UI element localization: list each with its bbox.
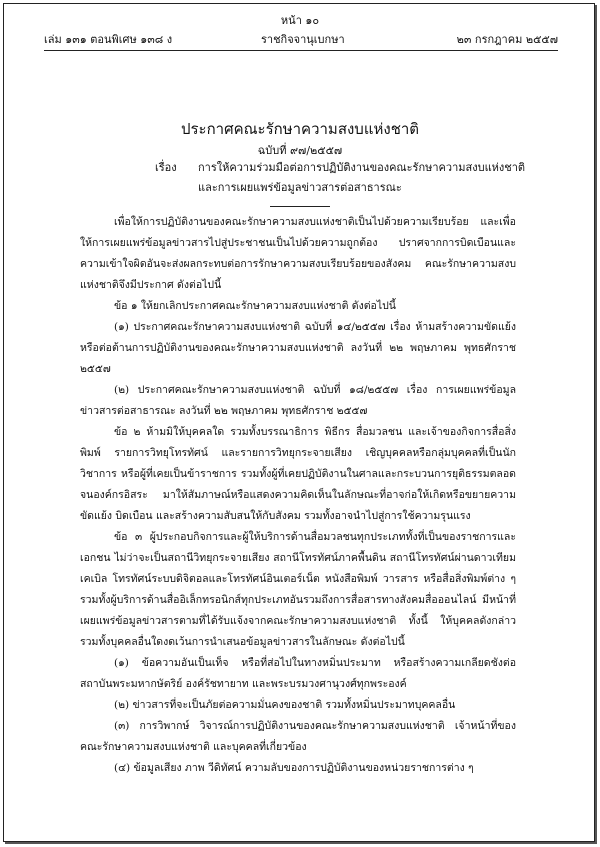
- clause-1-item-2: (๒) ประกาศคณะรักษาความสงบแห่งชาติ ฉบับที่ ๑๘/๒๕๕๗ เรื่อง การเผยแพร่ข้อมูลข่าวสารต่อสาธารณะ ลงวันที่ ๒๒ พฤษภาคม พุทธศักราช ๒๕๕๗: [80, 384, 516, 417]
- preamble: เพื่อให้การปฏิบัติงานของคณะรักษาความสงบแห่งชาติเป็นไปด้วยความเรียบร้อย และเพื่อให้การเผยแพร่ข้อมูลข่าวสารไปสู่ประชาชนเป็นไปด้วยความถูกต้อง ปราศจากการบิดเบือนและความเข้าใจผิดอันจะส่งผลกระทบต่อการรักษาความสงบเรียบร้อยของสังคม คณะรักษาความสงบแห่งชาติจึงมีประกาศ ดังต่อไปนี้: [80, 216, 516, 291]
- volume-info: เล่ม ๑๓๑ ตอนพิเศษ ๑๓๘ ง: [44, 33, 173, 46]
- clause-1-item-1: (๑) ประกาศคณะรักษาความสงบแห่งชาติ ฉบับที่ ๑๔/๒๕๕๗ เรื่อง ห้ามสร้างความขัดแย้งหรือต่อต้านการปฏิบัติงานของคณะรักษาความสงบแห่งชาติ ลงวันที่ ๒๒ พฤษภาคม พุทธศักราช ๒๕๕๗: [80, 321, 516, 375]
- header-rule: [44, 50, 558, 51]
- subject-line-1: การให้ความร่วมมือต่อการปฏิบัติงานของคณะรักษาความสงบแห่งชาติ: [198, 161, 526, 174]
- subject-label: เรื่อง: [155, 161, 177, 174]
- publication-date: ๒๓ กรกฎาคม ๒๕๕๗: [456, 33, 558, 46]
- gazette-name: ราชกิจจานุเบกษา: [261, 33, 345, 46]
- issue-number: ฉบับที่ ๙๗/๒๕๕๗: [257, 144, 343, 157]
- document-title: ประกาศคณะรักษาความสงบแห่งชาติ: [180, 120, 420, 138]
- page-number: หน้า ๑๐: [280, 14, 320, 27]
- clause-3: ข้อ ๓ ผู้ประกอบกิจการและผู้ให้บริการด้านสื่อมวลชนทุกประเภททั้งที่เป็นของราชการและเอกชน ไม่ว่าจะเป็นสถานีวิทยุกระจายเสียง สถานีโทรทัศน์ภาคพื้นดิน สถานีโทรทัศน์ผ่านดาวเทียม เคเบิล โทรทัศน์ระบบดิจิตอลและโทรทัศน์อินเตอร์เน็ต หนังสือพิมพ์ วารสาร หรือสื่อสิ่งพิมพ์ต่าง ๆ รวมทั้งผู้บริการด้านสื่ออิเล็กทรอนิกส์ทุกประเภทอันรวมถึงการสื่อสารทางสังคมสื่อออนไลน์ มีหน้าที่เผยแพร่ข้อมูลข่าวสารตามที่ได้รับแจ้งจากคณะรักษาความสงบแห่งชาติ ทั้งนี้ ให้บุคคลดังกล่าวรวมทั้งบุคคลอื่นใดงดเว้นการนำเสนอข้อมูลข่าวสารในลักษณะ ดังต่อไปนี้: [80, 531, 516, 648]
- clause-3-item-2: (๒) ข่าวสารที่จะเป็นภัยต่อความมั่นคงของชาติ รวมทั้งหมิ่นประมาทบุคคลอื่น: [114, 699, 456, 711]
- separator-line: [270, 206, 330, 207]
- clause-2: ข้อ ๒ ห้ามมิให้บุคคลใด รวมทั้งบรรณาธิการ พิธีกร สื่อมวลชน และเจ้าของกิจการสื่อสิ่งพิมพ์ รายการวิทยุโทรทัศน์ และรายการวิทยุกระจายเสียง เชิญบุคคลหรือกลุ่มบุคคลที่เป็นนักวิชาการ หรือผู้ที่เคยเป็นข้าราชการ รวมทั้งผู้ที่เคยปฏิบัติงานในศาลและกระบวนการยุติธรรมตลอดจนองค์กรอิสระ มาให้สัมภาษณ์หรือแสดงความคิดเห็นในลักษณะที่อาจก่อให้เกิดหรือขยายความขัดแย้ง บิดเบือน และสร้างความสับสนให้กับสังคม รวมทั้งอาจนำไปสู่การใช้ความรุนแรง: [80, 426, 516, 522]
- clause-3-item-4: (๔) ข้อมูลเสียง ภาพ วีดิทัศน์ ความลับของการปฏิบัติงานของหน่วยราชการต่าง ๆ: [114, 762, 474, 774]
- clause-3-item-1: (๑) ข้อความอันเป็นเท็จ หรือที่ส่อไปในทางหมิ่นประมาท หรือสร้างความเกลียดชังต่อสถาบันพระมหากษัตริย์ องค์รัชทายาท และพระบรมวงศานุวงศ์ทุกพระองค์: [80, 657, 516, 690]
- clause-1: ข้อ ๑ ให้ยกเลิกประกาศคณะรักษาความสงบแห่งชาติ ดังต่อไปนี้: [114, 300, 396, 312]
- clause-3-item-3: (๓) การวิพากษ์ วิจารณ์การปฏิบัติงานของคณะรักษาความสงบแห่งชาติ เจ้าหน้าที่ของคณะรักษาความสงบแห่งชาติ และบุคคลที่เกี่ยวข้อง: [80, 720, 516, 753]
- document-body: [80, 212, 516, 779]
- subject-line-2: และการเผยแพร่ข้อมูลข่าวสารต่อสาธารณะ: [198, 181, 402, 194]
